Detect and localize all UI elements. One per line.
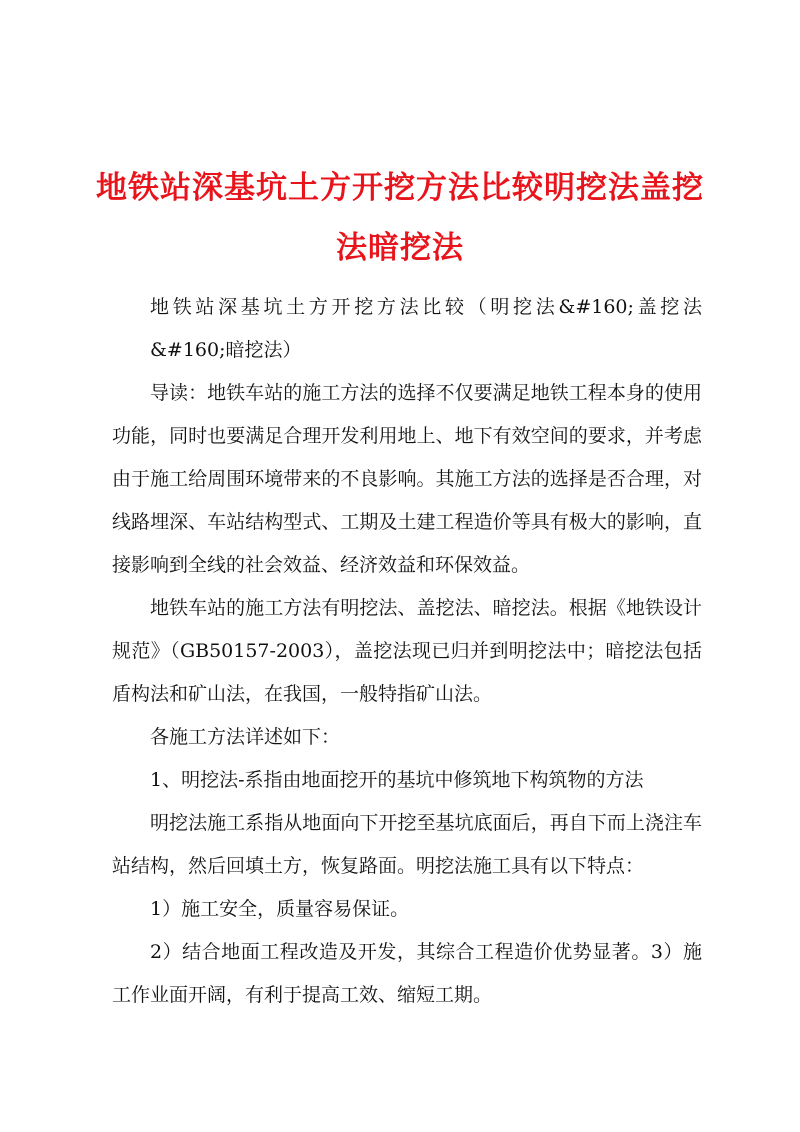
paragraph-feature-1: 1）施工安全，质量容易保证。 [150, 898, 410, 920]
paragraph-open-cut-desc: 明挖法施工系指从地面向下开挖至基坑底面后，再自下而上浇注车站结构，然后回填土方，恢复路面。明挖法施工具有以下特点： [112, 812, 702, 877]
paragraph-methods: 地铁车站的施工方法有明挖法、盖挖法、暗挖法。根据《地铁设计规范》（GB50157-2003），盖挖法现已归并到明挖法中；暗挖法包括盾构法和矿山法，在我国，一般特指矿山法。 [112, 597, 702, 705]
paragraph-details-heading: 各施工方法详述如下： [150, 726, 341, 748]
paragraph-feature-2-3: 2）结合地面工程改造及开发，其综合工程造价优势显著。3）施工作业面开阔，有利于提高工效、缩短工期。 [112, 941, 702, 1006]
document-body [112, 286, 702, 1017]
paragraph-intro: 导读：地铁车站的施工方法的选择不仅要满足地铁工程本身的使用功能，同时也要满足合理开发利用地上、地下有效空间的要求，并考虑由于施工给周围环境带来的不良影响。其施工方法的选择是否合理，对线路埋深、车站结构型式、工期及土建工程造价等具有极大的影响，直接影响到全线的社会效益、经济效益和环保效益。 [112, 382, 702, 576]
document-title: 地铁站深基坑土方开挖方法比较明挖法盖挖法暗挖法 [96, 170, 704, 266]
paragraph-heading: 地铁站深基坑土方开挖方法比较（明挖法&#160;盖挖法 &#160;暗挖法） [150, 296, 702, 361]
paragraph-open-cut-title: 1、明挖法-系指由地面挖开的基坑中修筑地下构筑物的方法 [150, 769, 644, 791]
